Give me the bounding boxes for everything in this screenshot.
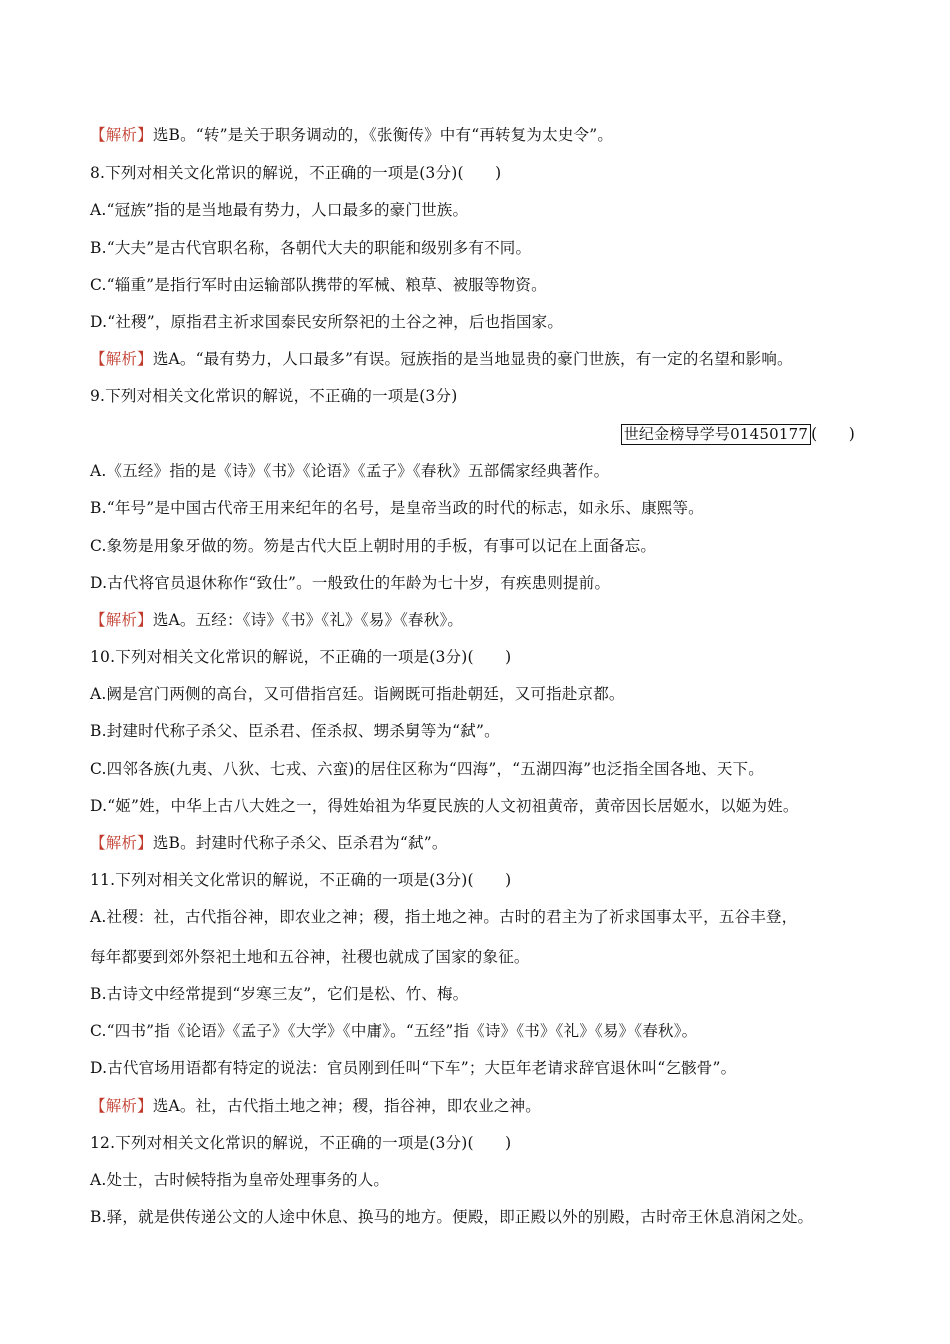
option-d: D.古代将官员退休称作“致仕”。一般致仕的年龄为七十岁，有疾患则提前。 bbox=[90, 574, 611, 592]
question-8: 8.下列对相关文化常识的解说，不正确的一项是(3分)( ) bbox=[90, 164, 502, 182]
option-a: A.“冠族”指的是当地最有势力，人口最多的豪门世族。 bbox=[90, 201, 469, 219]
analysis-text: 选A。社，古代指土地之神；稷，指谷神，即农业之神。 bbox=[152, 1097, 542, 1115]
option-b: B.驿，就是供传递公文的人途中休息、换马的地方。便殿，即正殿以外的别殿，古时帝王休息消闲之处。 bbox=[90, 1208, 814, 1226]
option-a: A.社稷：社，古代指谷神，即农业之神；稷，指土地之神。古时的君主为了祈求国事太平，五谷丰登， bbox=[90, 908, 798, 926]
answer-blank: ( ) bbox=[811, 425, 855, 443]
option-d: D.古代官场用语都有特定的说法：官员刚到任叫“下车”；大臣年老请求辞官退休叫“乞骸骨”。 bbox=[90, 1059, 737, 1077]
option-b: B.封建时代称子杀父、臣杀君、侄杀叔、甥杀舅等为“弑”。 bbox=[90, 722, 500, 740]
option-a: A.阙是宫门两侧的高台，又可借指宫廷。诣阙既可指赴朝廷，又可指赴京都。 bbox=[90, 685, 625, 703]
option-a: A.处士，古时候特指为皇帝处理事务的人。 bbox=[90, 1171, 390, 1189]
option-c: C.“辎重”是指行军时由运输部队携带的军械、粮草、被服等物资。 bbox=[90, 276, 547, 294]
analysis-line bbox=[90, 124, 613, 146]
analysis-tag: 【解析】 bbox=[90, 1097, 153, 1115]
question-10: 10.下列对相关文化常识的解说，不正确的一项是(3分)( ) bbox=[90, 648, 512, 666]
option-c: C.“四书”指《论语》《孟子》《大学》《中庸》。“五经”指《诗》《书》《礼》《易》《春秋》。 bbox=[90, 1022, 698, 1040]
analysis-tag: 【解析】 bbox=[90, 126, 153, 144]
option-c: C.四邻各族(九夷、八狄、七戎、六蛮)的居住区称为“四海”，“五湖四海”也泛指全国各地、天下。 bbox=[90, 760, 764, 778]
analysis-tag: 【解析】 bbox=[90, 611, 153, 629]
analysis-line bbox=[90, 348, 793, 370]
option-d: D.“社稷”，原指君主祈求国泰民安所祭祀的土谷之神，后也指国家。 bbox=[90, 313, 564, 331]
option-b: B.“大夫”是古代官职名称，各朝代大夫的职能和级别多有不同。 bbox=[90, 239, 532, 257]
analysis-text: 选A。五经：《诗》《书》《礼》《易》《春秋》。 bbox=[152, 611, 464, 629]
option-a-continued: 每年都要到郊外祭祀土地和五谷神，社稷也就成了国家的象征。 bbox=[90, 948, 530, 966]
analysis-line bbox=[90, 609, 463, 631]
analysis-line bbox=[90, 832, 448, 854]
analysis-text: 选B。“转”是关于职务调动的，《张衡传》中有“再转复为太史令”。 bbox=[152, 126, 614, 144]
option-d: D.“姬”姓，中华上古八大姓之一，得姓始祖为华夏民族的人文初祖黄帝，黄帝因长居姬水，以姬为姓。 bbox=[90, 797, 799, 815]
analysis-tag: 【解析】 bbox=[90, 834, 153, 852]
question-9-code-line bbox=[621, 423, 855, 445]
question-11: 11.下列对相关文化常识的解说，不正确的一项是(3分)( ) bbox=[90, 871, 512, 889]
analysis-text: 选A。“最有势力，人口最多”有误。冠族指的是当地显贵的豪门世族，有一定的名望和影响。 bbox=[152, 350, 793, 368]
analysis-text: 选B。封建时代称子杀父、臣杀君为“弑”。 bbox=[152, 834, 448, 852]
question-12: 12.下列对相关文化常识的解说，不正确的一项是(3分)( ) bbox=[90, 1134, 512, 1152]
option-c: C.象笏是用象牙做的笏。笏是古代大臣上朝时用的手板，有事可以记在上面备忘。 bbox=[90, 537, 657, 555]
analysis-line bbox=[90, 1095, 541, 1117]
question-9: 9.下列对相关文化常识的解说，不正确的一项是(3分) bbox=[90, 387, 458, 405]
analysis-tag: 【解析】 bbox=[90, 350, 153, 368]
option-b: B.“年号”是中国古代帝王用来纪年的名号，是皇帝当政的时代的标志，如永乐、康熙等。 bbox=[90, 499, 704, 517]
guide-code-box: 世纪金榜导学号01450177 bbox=[621, 424, 811, 445]
option-a: A.《五经》指的是《诗》《书》《论语》《孟子》《春秋》五部儒家经典著作。 bbox=[90, 462, 610, 480]
option-b: B.古诗文中经常提到“岁寒三友”，它们是松、竹、梅。 bbox=[90, 985, 469, 1003]
